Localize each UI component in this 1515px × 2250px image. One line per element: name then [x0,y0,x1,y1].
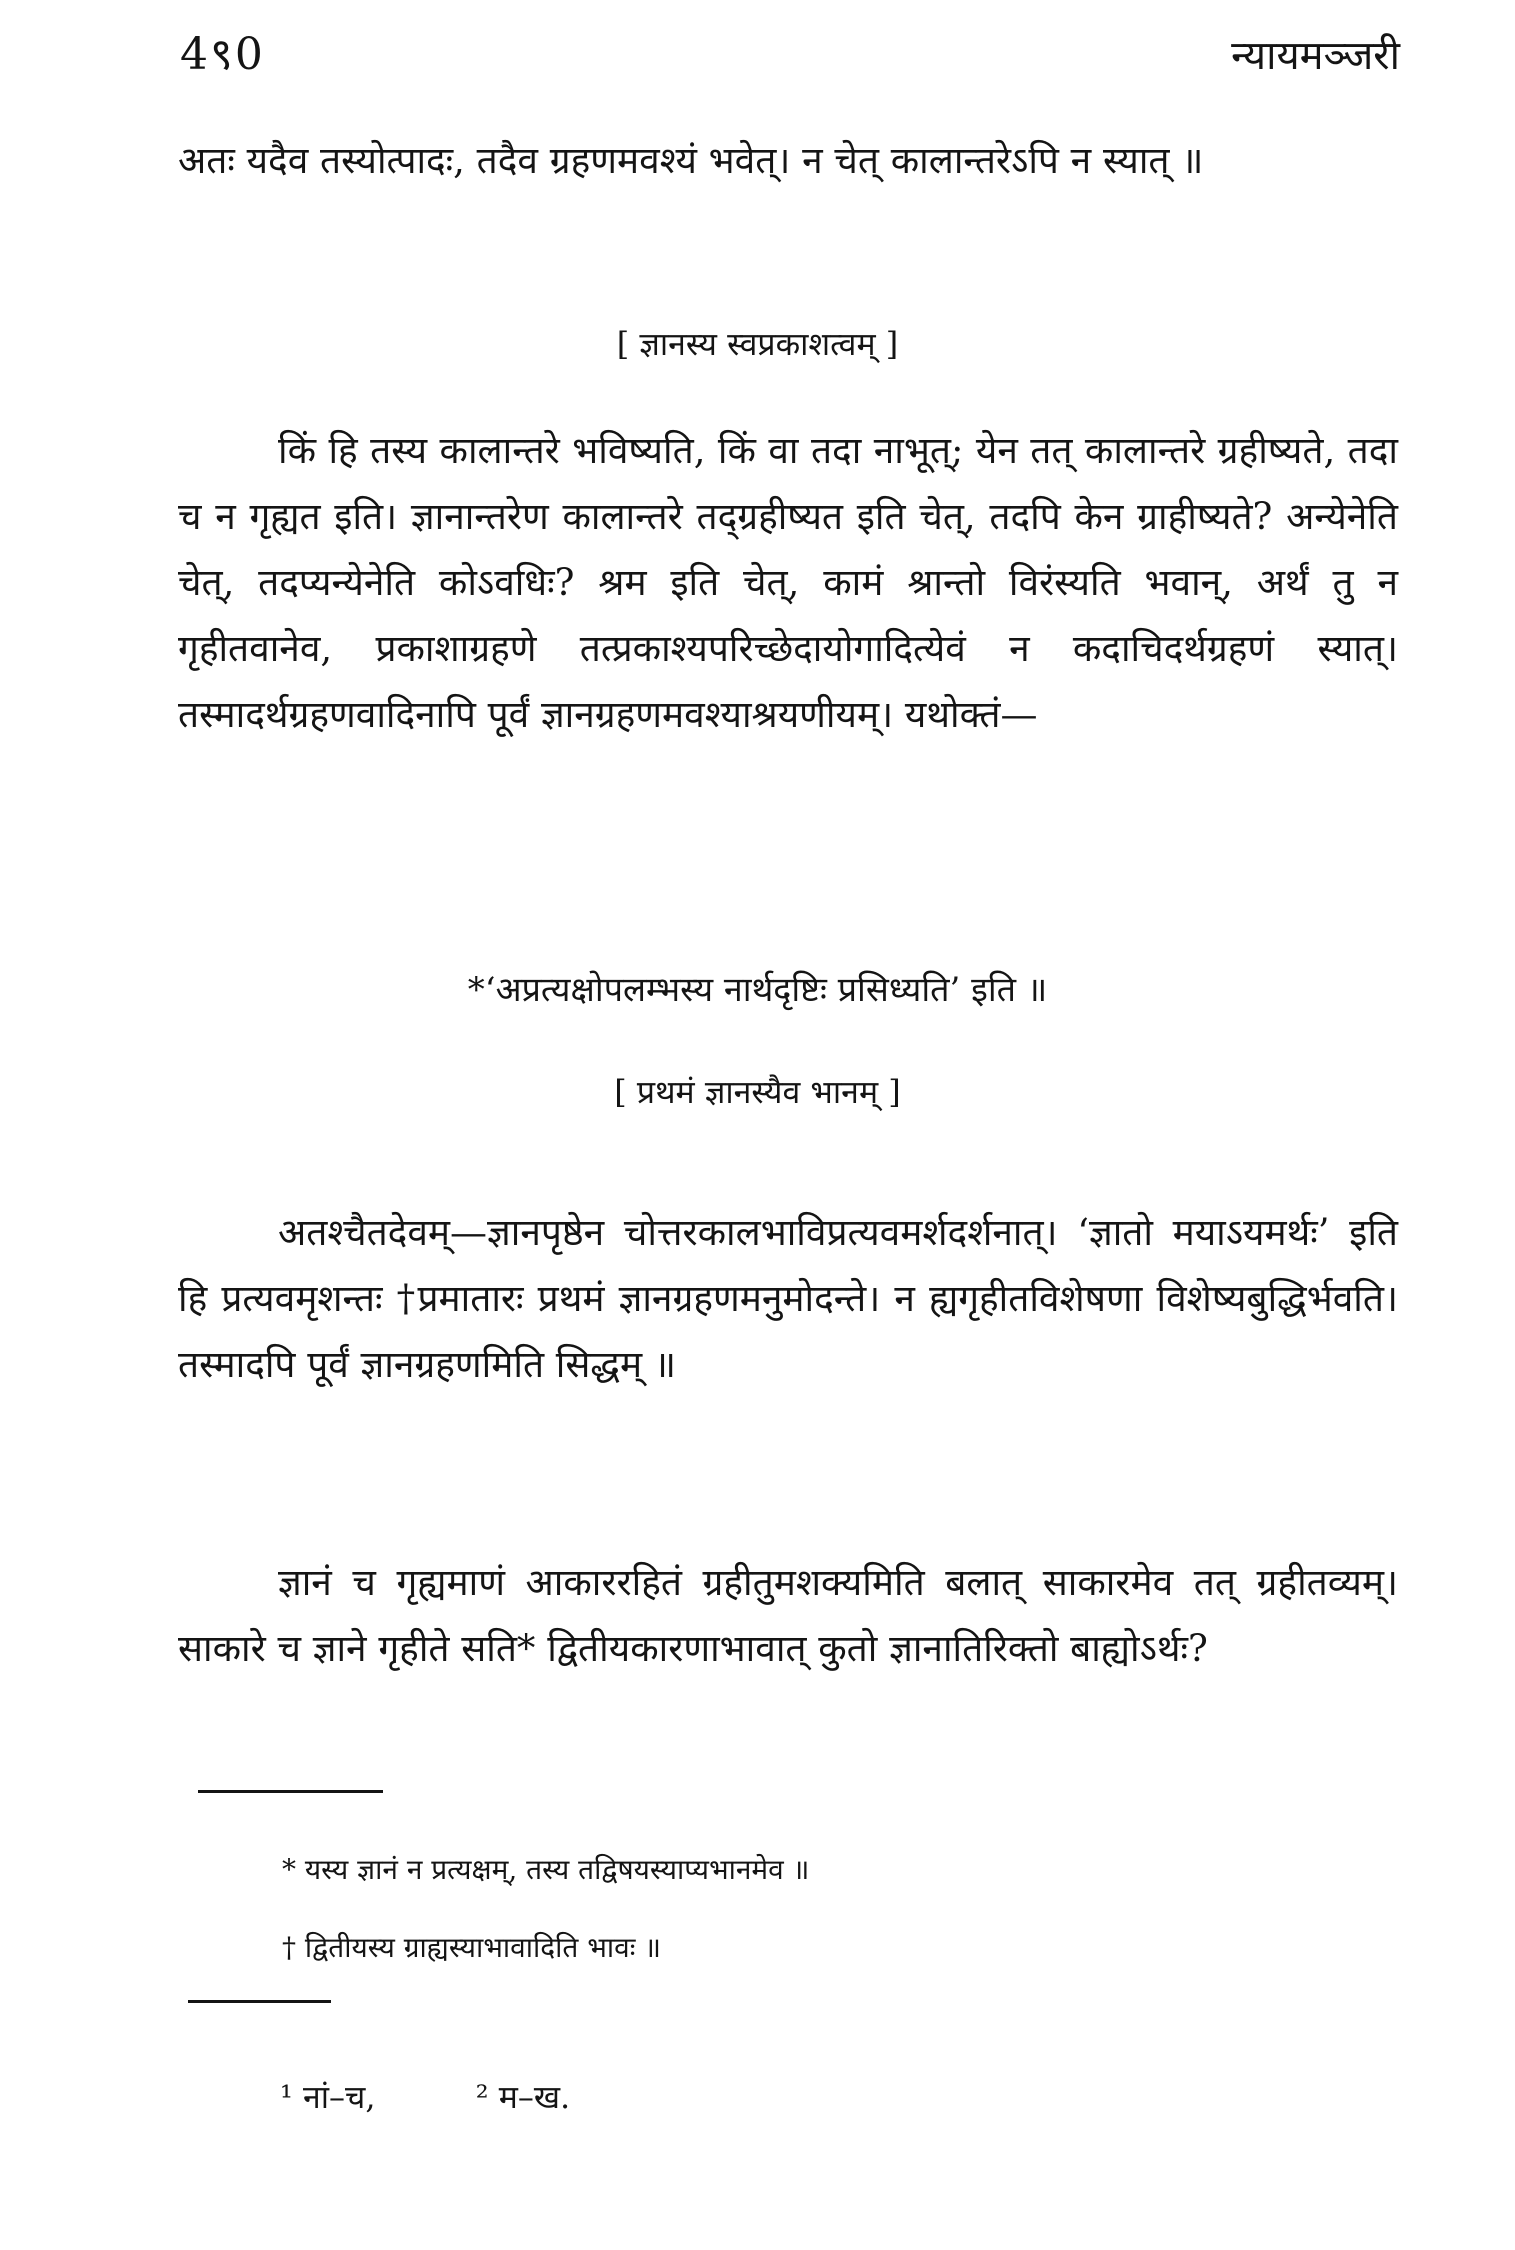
footnote-1: * यस्य ज्ञानं न प्रत्यक्षम्, तस्य तद्विषयस्याप्यभानमेव ॥ [282,1853,810,1886]
running-title: न्यायमञ्जरी [1231,33,1400,79]
variant-reading-1: ¹ नां–च, [280,2078,376,2116]
section-heading-1: [ ज्ञानस्य स्वप्रकाशत्वम् ] [616,325,899,363]
paragraph-2: किं हि तस्य कालान्तरे भविष्यति, किं वा तदा नाभूत्; येन तत् कालान्तरे ग्रहीष्यते, तदा च न गृह्यत इति। ज्ञानान्तरेण कालान्तरे तद्ग्रहीष्यत इति चेत्, तदपि केन ग्राहीष्यते? अन्येनेति चेत्, तदप्यन्येनेति कोऽवधिः? श्रम इति चेत्, कामं श्रान्तो विरंस्यति भवान्, अर्थं तु न गृहीतवानेव, प्रकाशाग्रहणे तत्प्रकाश्यपरिच्छेदायोगादित्येवं न कदाचिदर्थग्रहणं स्यात्। तस्मादर्थग्रहणवादिनापि पूर्वं ज्ञानग्रहणमवश्याश्रयणीयम्। यथोक्तं— [178,429,1398,736]
variant-reading-2: ² म–ख. [475,2078,571,2116]
section-heading-2: [ प्रथमं ज्ञानस्यैव भानम् ] [614,1073,901,1111]
paragraph-3: अतश्चैतदेवम्—ज्ञानपृष्ठेन चोत्तरकालभाविप्रत्यवमर्शदर्शनात्। ‘ज्ञातो मयाऽयमर्थः’ इति हि प्रत्यवमृशन्तः †प्रमातारः प्रथमं ज्ञानग्रहणमनुमोदन्ते। न ह्यगृहीतविशेषणा विशेष्यबुद्धिर्भवति। तस्मादपि पूर्वं ज्ञानग्रहणमिति सिद्धम् ॥ [178,1211,1398,1386]
variant-readings [280,2075,660,2118]
quoted-verse: *‘अप्रत्यक्षोपलम्भस्य नार्थदृष्टिः प्रसिध्यति’ इति ॥ [467,970,1048,1010]
paragraph-1: अतः यदैव तस्योत्पादः, तदैव ग्रहणमवश्यं भवेत्। न चेत् कालान्तरेऽपि न स्यात् ॥ [178,139,1204,182]
page-number: 4९0 [180,29,265,80]
footnote-2: † द्वितीयस्य ग्राह्यस्याभावादिति भावः ॥ [282,1931,662,1964]
footnote-divider [198,1790,383,1793]
paragraph-4: ज्ञानं च गृह्यमाणं आकाररहितं ग्रहीतुमशक्यमिति बलात् साकारमेव तत् ग्रहीतव्यम्। साकारे च ज्ञाने गृहीते सति* द्वितीयकारणाभावात् कुतो ज्ञानातिरिक्तो बाह्योऽर्थः? [178,1561,1398,1670]
variants-divider [188,2000,331,2003]
